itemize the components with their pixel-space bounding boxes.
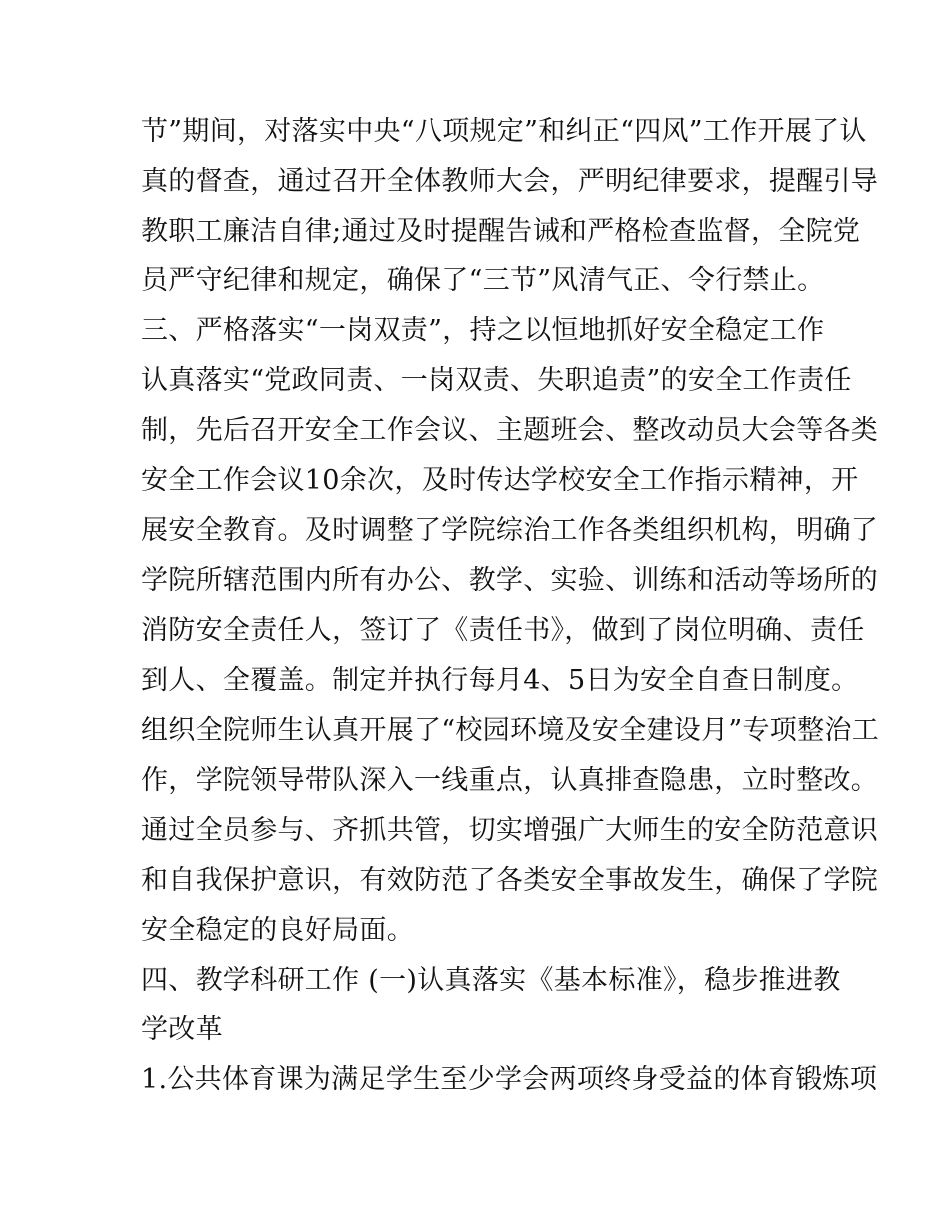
text-line: 员严守纪律和规定，确保了“三节”风清气正、令行禁止。 [141,265,825,296]
text-line: 到人、全覆盖。制定并执行每月4、5日为安全自查日制度。 [141,665,859,696]
text-line: 安全工作会议10余次，及时传达学校安全工作指示精神，开 [141,465,859,496]
text-line: 通过全员参与、齐抓共管，切实增强广大师生的安全防范意识 [141,815,879,846]
section-heading: 三、严格落实“一岗双责”，持之以恒地抓好安全稳定工作 [141,315,825,346]
section-heading: 四、教学科研工作 (一)认真落实《基本标准》，稳步推进教 [141,965,841,996]
text-line: 消防安全责任人，签订了《责任书》，做到了岗位明确、责任 [141,615,865,646]
text-line: 教职工廉洁自律;通过及时提醒告诫和严格检查监督，全院党 [141,216,861,247]
text-line: 作，学院领导带队深入一线重点，认真排查隐患，立时整改。 [141,765,879,796]
text-line: 节”期间，对落实中央“八项规定”和纠正“四风”工作开展了认 [141,116,867,147]
text-line: 组织全院师生认真开展了“校园环境及安全建设月”专项整治工 [141,715,880,746]
section-heading-continued: 学改革 [141,1014,223,1045]
text-line: 制，先后召开安全工作会议、主题班会、整改动员大会等各类 [141,415,879,446]
text-line: 认真落实“党政同责、一岗双责、失职追责”的安全工作责任 [141,365,852,396]
text-line: 和自我保护意识，有效防范了各类安全事故发生，确保了学院 [141,865,879,896]
text-line: 安全稳定的良好局面。 [141,915,414,946]
text-line: 1.公共体育课为满足学生至少学会两项终身受益的体育锻炼项 [141,1064,878,1095]
text-line: 学院所辖范围内所有办公、教学、实验、训练和活动等场所的 [141,565,879,596]
text-line: 真的督查，通过召开全体教师大会，严明纪律要求，提醒引导 [141,166,879,197]
text-line: 展安全教育。及时调整了学院综治工作各类组织机构，明确了 [141,515,879,546]
